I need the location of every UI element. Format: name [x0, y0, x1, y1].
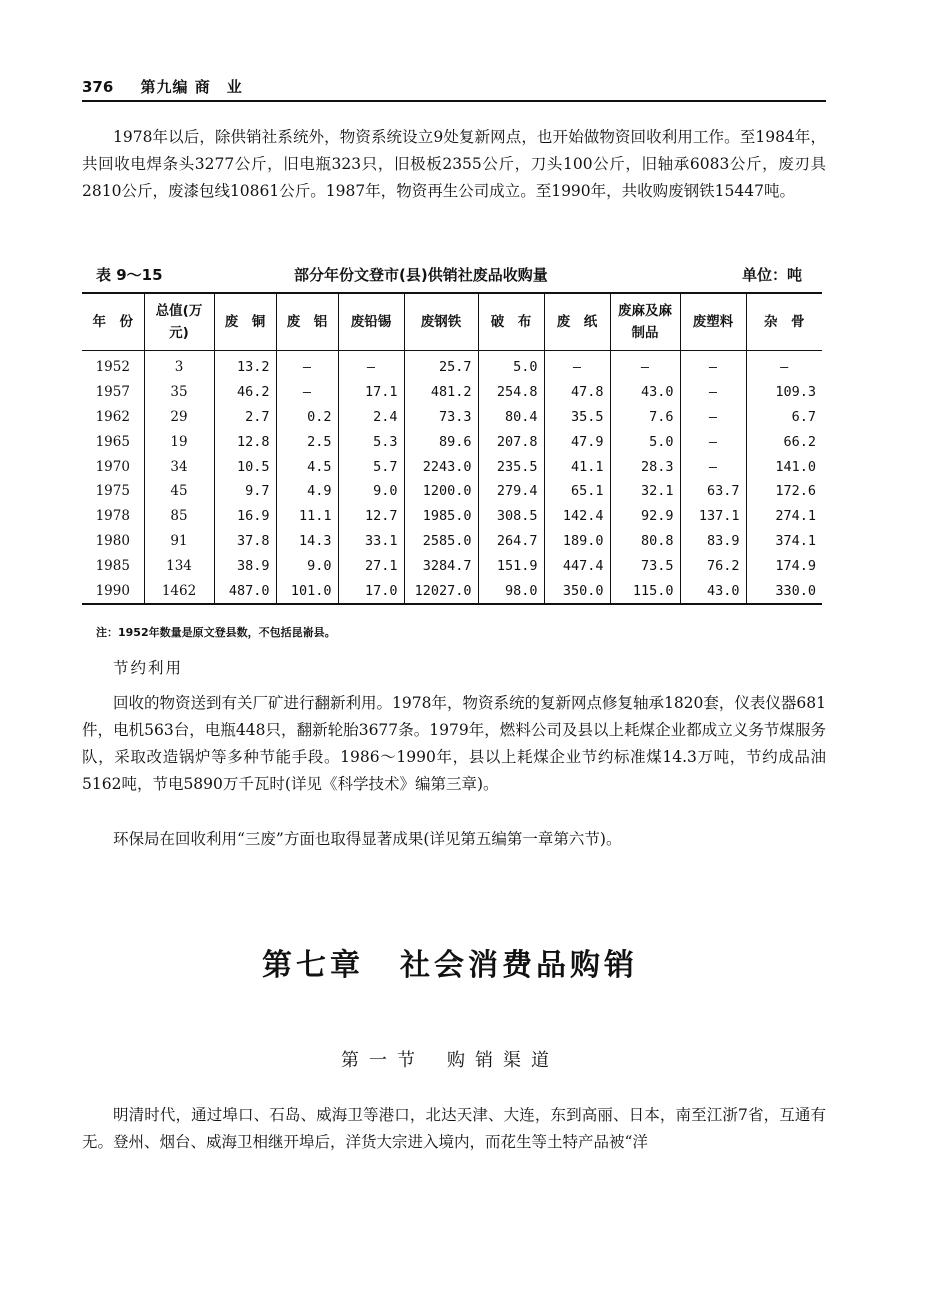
- value-cell: 43.0: [680, 578, 746, 604]
- column-header: 年 份: [82, 293, 144, 351]
- year-cell: 1970: [82, 454, 144, 479]
- value-cell: 13.2: [214, 351, 276, 380]
- value-cell: 85: [144, 504, 214, 529]
- value-cell: 83.9: [680, 529, 746, 554]
- table-row: [82, 504, 822, 529]
- value-cell: 76.2: [680, 553, 746, 578]
- value-cell: 10.5: [214, 454, 276, 479]
- table-row: [82, 351, 822, 380]
- value-cell: 12.8: [214, 429, 276, 454]
- value-cell: 65.1: [544, 479, 610, 504]
- value-cell: 47.9: [544, 429, 610, 454]
- table-note: 注：1952年数量是原文登县数，不包括昆嵛县。: [96, 626, 336, 639]
- value-cell: 0.2: [276, 405, 338, 430]
- value-cell: —: [544, 351, 610, 380]
- table-number: 表 9～15: [96, 266, 163, 284]
- table-row: [82, 553, 822, 578]
- year-cell: 1985: [82, 553, 144, 578]
- value-cell: 38.9: [214, 553, 276, 578]
- year-cell: 1957: [82, 380, 144, 405]
- table-caption: [96, 264, 802, 288]
- value-cell: 45: [144, 479, 214, 504]
- value-cell: 2.5: [276, 429, 338, 454]
- chapter-number: 第七章: [262, 948, 364, 983]
- column-header: 废麻及麻制品: [610, 293, 680, 351]
- value-cell: 47.8: [544, 380, 610, 405]
- value-cell: 5.3: [338, 429, 404, 454]
- paragraph-environment: 环保局在回收利用“三废”方面也取得显著成果(详见第五编第一章第六节)。: [113, 830, 622, 848]
- header-rule: [82, 100, 826, 102]
- value-cell: 254.8: [478, 380, 544, 405]
- value-cell: 109.3: [775, 384, 816, 401]
- value-cell: 41.1: [544, 454, 610, 479]
- value-cell: 3284.7: [404, 553, 478, 578]
- subheading-saving: 节约利用: [113, 659, 184, 677]
- column-header: 废铅锡: [338, 293, 404, 351]
- value-cell: 16.9: [214, 504, 276, 529]
- value-cell: 2.4: [338, 405, 404, 430]
- value-cell: —: [276, 351, 338, 380]
- value-cell: 80.8: [610, 529, 680, 554]
- table-title: 部分年份文登市(县)供销社废品收购量: [294, 266, 548, 284]
- value-cell: 6.7: [791, 408, 816, 425]
- column-header: 杂 骨: [746, 293, 822, 351]
- value-cell: 91: [144, 529, 214, 554]
- table-body: [82, 351, 822, 604]
- table-row: [82, 454, 822, 479]
- value-cell: 330.0: [775, 582, 816, 599]
- value-cell: 447.4: [544, 553, 610, 578]
- value-cell: 279.4: [478, 479, 544, 504]
- value-cell: 37.8: [214, 529, 276, 554]
- value-cell: —: [680, 380, 746, 405]
- value-cell: 9.7: [214, 479, 276, 504]
- value-cell: 274.1: [775, 508, 816, 525]
- column-header: 破 布: [478, 293, 544, 351]
- table-row: [82, 578, 822, 604]
- value-cell: 25.7: [404, 351, 478, 380]
- page-number: 376: [82, 78, 114, 96]
- value-cell: 4.9: [276, 479, 338, 504]
- table-row: [82, 429, 822, 454]
- value-cell: 7.6: [610, 405, 680, 430]
- value-cell: 92.9: [610, 504, 680, 529]
- section-title: 购销渠道: [447, 1050, 559, 1071]
- value-cell: 33.1: [338, 529, 404, 554]
- value-cell: 142.4: [544, 504, 610, 529]
- year-cell: 1965: [82, 429, 144, 454]
- value-cell: 27.1: [338, 553, 404, 578]
- running-head: [82, 76, 243, 97]
- value-cell: 29: [144, 405, 214, 430]
- value-cell: 174.9: [775, 557, 816, 574]
- column-header: 废 铜: [214, 293, 276, 351]
- value-cell: 89.6: [404, 429, 478, 454]
- value-cell: 73.3: [404, 405, 478, 430]
- value-cell: 101.0: [276, 578, 338, 604]
- value-cell: 1985.0: [404, 504, 478, 529]
- value-cell: 46.2: [214, 380, 276, 405]
- value-cell: 66.2: [783, 433, 816, 450]
- paragraph-saving: 回收的物资送到有关厂矿进行翻新利用。1978年，物资系统的复新网点修复轴承1820套，仪表仪器681件，电机563台，电瓶448只，翻新轮胎3677条。1979年，燃料公司及县以上耗煤企业都成立义务节煤服务队，采取改造锅炉等多种节能手段。1986～1990年，县以上耗煤企业节约标准煤14.3万吨，节约成品油5162吨，节电5890万千瓦时(详见《科学技术》编第三章)。: [82, 694, 826, 793]
- value-cell: 35: [144, 380, 214, 405]
- value-cell: 115.0: [610, 578, 680, 604]
- year-cell: 1962: [82, 405, 144, 430]
- table-unit: 单位：吨: [741, 266, 802, 284]
- value-cell: —: [680, 454, 746, 479]
- section-number: 第一节: [341, 1050, 425, 1071]
- value-cell: 487.0: [214, 578, 276, 604]
- chapter-heading: [0, 940, 900, 984]
- value-cell: 172.6: [775, 483, 816, 500]
- value-cell: 98.0: [478, 578, 544, 604]
- value-cell: 350.0: [544, 578, 610, 604]
- paragraph-channels: 明清时代，通过埠口、石岛、威海卫等港口，北达天津、大连，东到高丽、日本，南至江浙7省，互通有无。登州、烟台、威海卫相继开埠后，洋货大宗进入境内，而花生等土特产品被“洋: [82, 1106, 826, 1151]
- table-row: [82, 405, 822, 430]
- value-cell: 134: [144, 553, 214, 578]
- value-cell: —: [680, 405, 746, 430]
- value-cell: 11.1: [276, 504, 338, 529]
- value-cell: 235.5: [478, 454, 544, 479]
- value-cell: 2243.0: [404, 454, 478, 479]
- chapter-title: 社会消费品购销: [400, 948, 638, 983]
- value-cell: 264.7: [478, 529, 544, 554]
- value-cell: —: [610, 351, 680, 380]
- column-header: 废塑料: [680, 293, 746, 351]
- value-cell: 374.1: [775, 532, 816, 549]
- column-header: 废钢铁: [404, 293, 478, 351]
- value-cell: 308.5: [478, 504, 544, 529]
- scrap-purchase-table: [82, 292, 822, 605]
- value-cell: 4.5: [276, 454, 338, 479]
- value-cell: 14.3: [276, 529, 338, 554]
- value-cell: —: [680, 429, 746, 454]
- value-cell: 5.0: [478, 351, 544, 380]
- value-cell: 34: [144, 454, 214, 479]
- value-cell: 3: [144, 351, 214, 380]
- value-cell: —: [680, 351, 746, 380]
- value-cell: 2585.0: [404, 529, 478, 554]
- value-cell: 1462: [144, 578, 214, 604]
- value-cell: 5.7: [338, 454, 404, 479]
- value-cell: 5.0: [610, 429, 680, 454]
- year-cell: 1978: [82, 504, 144, 529]
- running-section: 第九编 商 业: [140, 78, 243, 96]
- value-cell: —: [276, 380, 338, 405]
- value-cell: 35.5: [544, 405, 610, 430]
- table-header-row: [82, 293, 822, 351]
- value-cell: 207.8: [478, 429, 544, 454]
- value-cell: 28.3: [610, 454, 680, 479]
- year-cell: 1952: [82, 351, 144, 380]
- year-cell: 1980: [82, 529, 144, 554]
- value-cell: 481.2: [404, 380, 478, 405]
- value-cell: 189.0: [544, 529, 610, 554]
- value-cell: 17.1: [338, 380, 404, 405]
- table-row: [82, 380, 822, 405]
- table-row: [82, 479, 822, 504]
- value-cell: 9.0: [338, 479, 404, 504]
- section-heading: [0, 1046, 900, 1072]
- value-cell: 12027.0: [404, 578, 478, 604]
- column-header: 废 铝: [276, 293, 338, 351]
- value-cell: —: [780, 359, 789, 376]
- value-cell: 137.1: [680, 504, 746, 529]
- value-cell: 43.0: [610, 380, 680, 405]
- value-cell: 9.0: [276, 553, 338, 578]
- value-cell: 141.0: [775, 458, 816, 475]
- year-cell: 1975: [82, 479, 144, 504]
- value-cell: 151.9: [478, 553, 544, 578]
- table-row: [82, 529, 822, 554]
- year-cell: 1990: [82, 578, 144, 604]
- value-cell: 32.1: [610, 479, 680, 504]
- value-cell: 1200.0: [404, 479, 478, 504]
- column-header: 总值(万元): [144, 293, 214, 351]
- value-cell: 63.7: [680, 479, 746, 504]
- column-header: 废 纸: [544, 293, 610, 351]
- paragraph-recycling: 1978年以后，除供销社系统外，物资系统设立9处复新网点，也开始做物资回收利用工作。至1984年，共回收电焊条头3277公斤，旧电瓶323只，旧极板2355公斤，刀头100公斤，旧轴承6083公斤，废刃具2810公斤，废漆包线10861公斤。1987年，物资再生公司成立。至1990年，共收购废钢铁15447吨。: [82, 128, 826, 200]
- value-cell: 2.7: [214, 405, 276, 430]
- value-cell: 17.0: [338, 578, 404, 604]
- value-cell: 12.7: [338, 504, 404, 529]
- value-cell: 80.4: [478, 405, 544, 430]
- value-cell: —: [338, 351, 404, 380]
- value-cell: 19: [144, 429, 214, 454]
- value-cell: 73.5: [610, 553, 680, 578]
